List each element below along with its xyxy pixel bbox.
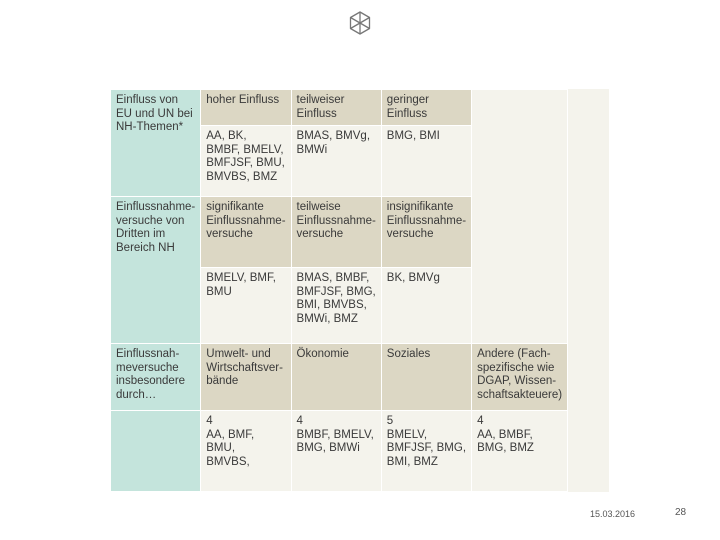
cell-text: Soziales bbox=[386, 348, 431, 360]
table-cell bbox=[201, 197, 291, 268]
table-cell bbox=[201, 126, 291, 197]
table-cell bbox=[381, 411, 471, 492]
table-cell bbox=[201, 268, 291, 344]
column-header-teilweiser-einfluss bbox=[291, 90, 381, 126]
table-cell bbox=[291, 268, 381, 344]
cell-text: signifikante Einflussnahme- versuche bbox=[206, 201, 286, 240]
cell-text: Einflussnah- meversuche insbesondere durch… bbox=[116, 348, 186, 401]
table-cell bbox=[381, 197, 471, 268]
cell-text: 4 BMBF, BMELV, BMG, BMWi bbox=[296, 415, 374, 454]
row-header-einflussnahme bbox=[111, 344, 201, 411]
table-cell bbox=[381, 344, 471, 411]
cell-text: BMG, BMI bbox=[386, 130, 440, 142]
table-cell bbox=[381, 268, 471, 344]
empty-cell bbox=[472, 90, 568, 344]
page-number: 28 bbox=[675, 507, 687, 518]
cell-text: Einfluss von EU und UN bei NH-Themen* bbox=[116, 94, 193, 133]
table-cell bbox=[201, 344, 291, 411]
cell-text: Andere (Fach- spezifische wie DGAP, Wissen- schaftsakteuere) bbox=[477, 348, 563, 401]
cell-text: teilweise Einflussnahme- versuche bbox=[296, 201, 376, 240]
table-cell bbox=[381, 126, 471, 197]
cell-text: Umwelt- und Wirtschaftsver- bände bbox=[206, 348, 283, 387]
table-row bbox=[111, 411, 568, 492]
table-cell bbox=[472, 411, 568, 492]
column-header-hoher-einfluss bbox=[201, 90, 291, 126]
cell-text: BK, BMVg bbox=[386, 272, 440, 284]
cell-text: BMAS, BMVg, BMWi bbox=[296, 130, 371, 156]
cell-text: Einflussnahme- versuche von Dritten im Bereich NH bbox=[116, 201, 196, 254]
cell-text: 5 BMELV, BMFJSF, BMG, BMI, BMZ bbox=[386, 415, 467, 468]
table-cell bbox=[291, 126, 381, 197]
cell-text: Ökonomie bbox=[296, 348, 349, 360]
cell-text: geringer Einfluss bbox=[386, 94, 429, 120]
cell-text: BMAS, BMBF, BMFJSF, BMG, BMI, BMVBS, BMWi, BMZ bbox=[296, 272, 376, 325]
table-cell bbox=[291, 197, 381, 268]
influence-table bbox=[110, 89, 568, 492]
row-header-eu-un bbox=[111, 90, 201, 197]
cell-text: hoher Einfluss bbox=[206, 94, 280, 106]
cell-text: teilweiser Einfluss bbox=[296, 94, 345, 120]
table-row bbox=[111, 90, 568, 126]
empty-cell bbox=[111, 411, 201, 492]
footer-date: 15.03.2016 bbox=[590, 509, 636, 519]
table-row bbox=[111, 344, 568, 411]
table-cell bbox=[291, 344, 381, 411]
cell-text: AA, BK, BMBF, BMELV, BMFJSF, BMU, BMVBS, BMZ bbox=[206, 130, 285, 183]
cell-text: BMELV, BMF, BMU bbox=[206, 272, 276, 298]
cell-text: insignifikante Einflussnahme- versuche bbox=[386, 201, 467, 240]
cell-text: 4 AA, BMBF, BMG, BMZ bbox=[477, 415, 534, 454]
hexagon-cube-icon bbox=[347, 10, 373, 36]
row-header-dritte bbox=[111, 197, 201, 344]
table-cell bbox=[291, 411, 381, 492]
table-cell bbox=[201, 411, 291, 492]
cell-text: 4 AA, BMF, BMU, BMVBS, bbox=[206, 415, 255, 468]
column-header-geringer-einfluss bbox=[381, 90, 471, 126]
table-cell bbox=[472, 344, 568, 411]
